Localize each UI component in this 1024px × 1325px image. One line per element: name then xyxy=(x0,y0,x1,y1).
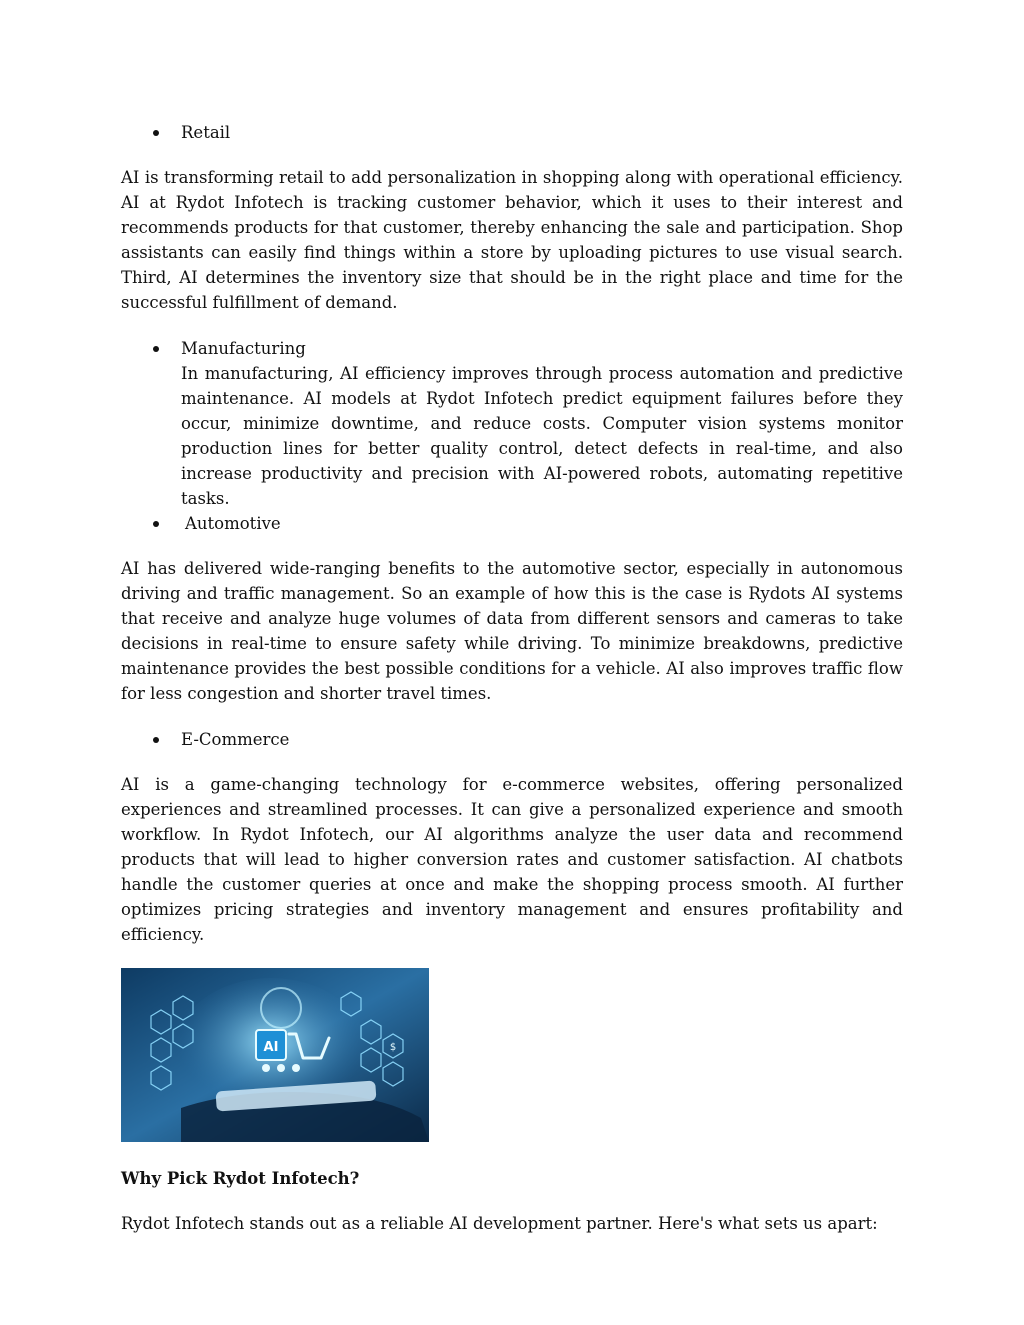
automotive-paragraph: AI has delivered wide-ranging benefits to the automotive sector, especially in autonomous driving and traffic management. So an example of how this is the case is Rydots AI systems that receive and analyze huge volumes of data from different sensors and cameras to take decisions in real-time to ensure safety while driving. To minimize breakdowns, predictive maintenance provides the best possible conditions for a vehicle. AI also improves traffic flow for less congestion and shorter travel times. xyxy=(121,559,903,703)
bullet-ecommerce xyxy=(121,727,903,752)
bullet-automotive xyxy=(121,511,903,536)
document-page xyxy=(121,120,903,1236)
bullet-label: Automotive xyxy=(185,514,281,533)
bullet-label: Manufacturing xyxy=(181,339,306,358)
bullet-label: Retail xyxy=(181,123,231,142)
bullet-dot-icon xyxy=(153,737,159,743)
bullet-dot-icon xyxy=(153,130,159,136)
bullet-dot-icon xyxy=(153,346,159,352)
ai-chip-label: AI xyxy=(263,1040,279,1055)
ai-ecommerce-illustration xyxy=(121,968,429,1142)
bullet-manufacturing xyxy=(121,336,903,511)
bullet-label: E-Commerce xyxy=(181,730,290,749)
manufacturing-paragraph: In manufacturing, AI efficiency improves through process automation and predictive maintenance. AI models at Rydot Infotech predict equipment failures before they occur, minimize downtime, and reduce costs. Computer vision systems monitor production lines for better quality control, detect defects in real-time, and also increase productivity and precision with AI-powered robots, automating repetitive tasks. xyxy=(181,364,903,508)
ecommerce-paragraph: AI is a game-changing technology for e-commerce websites, offering personalized experiences and streamlined processes. It can give a personalized experience and smooth workflow. In Rydot Infotech, our AI algorithms analyze the user data and recommend products that will lead to higher conversion rates and customer satisfaction. AI chatbots handle the customer queries at once and make the shopping process smooth. AI further optimizes pricing strategies and inventory management and ensures profitability and efficiency. xyxy=(121,775,903,944)
bullet-retail xyxy=(121,120,903,145)
retail-paragraph: AI is transforming retail to add personalization in shopping along with operational efficiency. AI at Rydot Infotech is tracking customer behavior, which it uses to their interest and recommends products for that customer, thereby enhancing the sale and participation. Shop assistants can easily find things within a store by uploading pictures to use visual search. Third, AI determines the inventory size that should be in the right place and time for the successful fulfillment of demand. xyxy=(121,168,903,312)
bullet-dot-icon xyxy=(153,521,159,527)
why-heading: Why Pick Rydot Infotech? xyxy=(121,1169,360,1188)
dollar-icon: $ xyxy=(389,1042,397,1053)
why-intro: Rydot Infotech stands out as a reliable AI development partner. Here's what sets us apart: xyxy=(121,1214,878,1233)
